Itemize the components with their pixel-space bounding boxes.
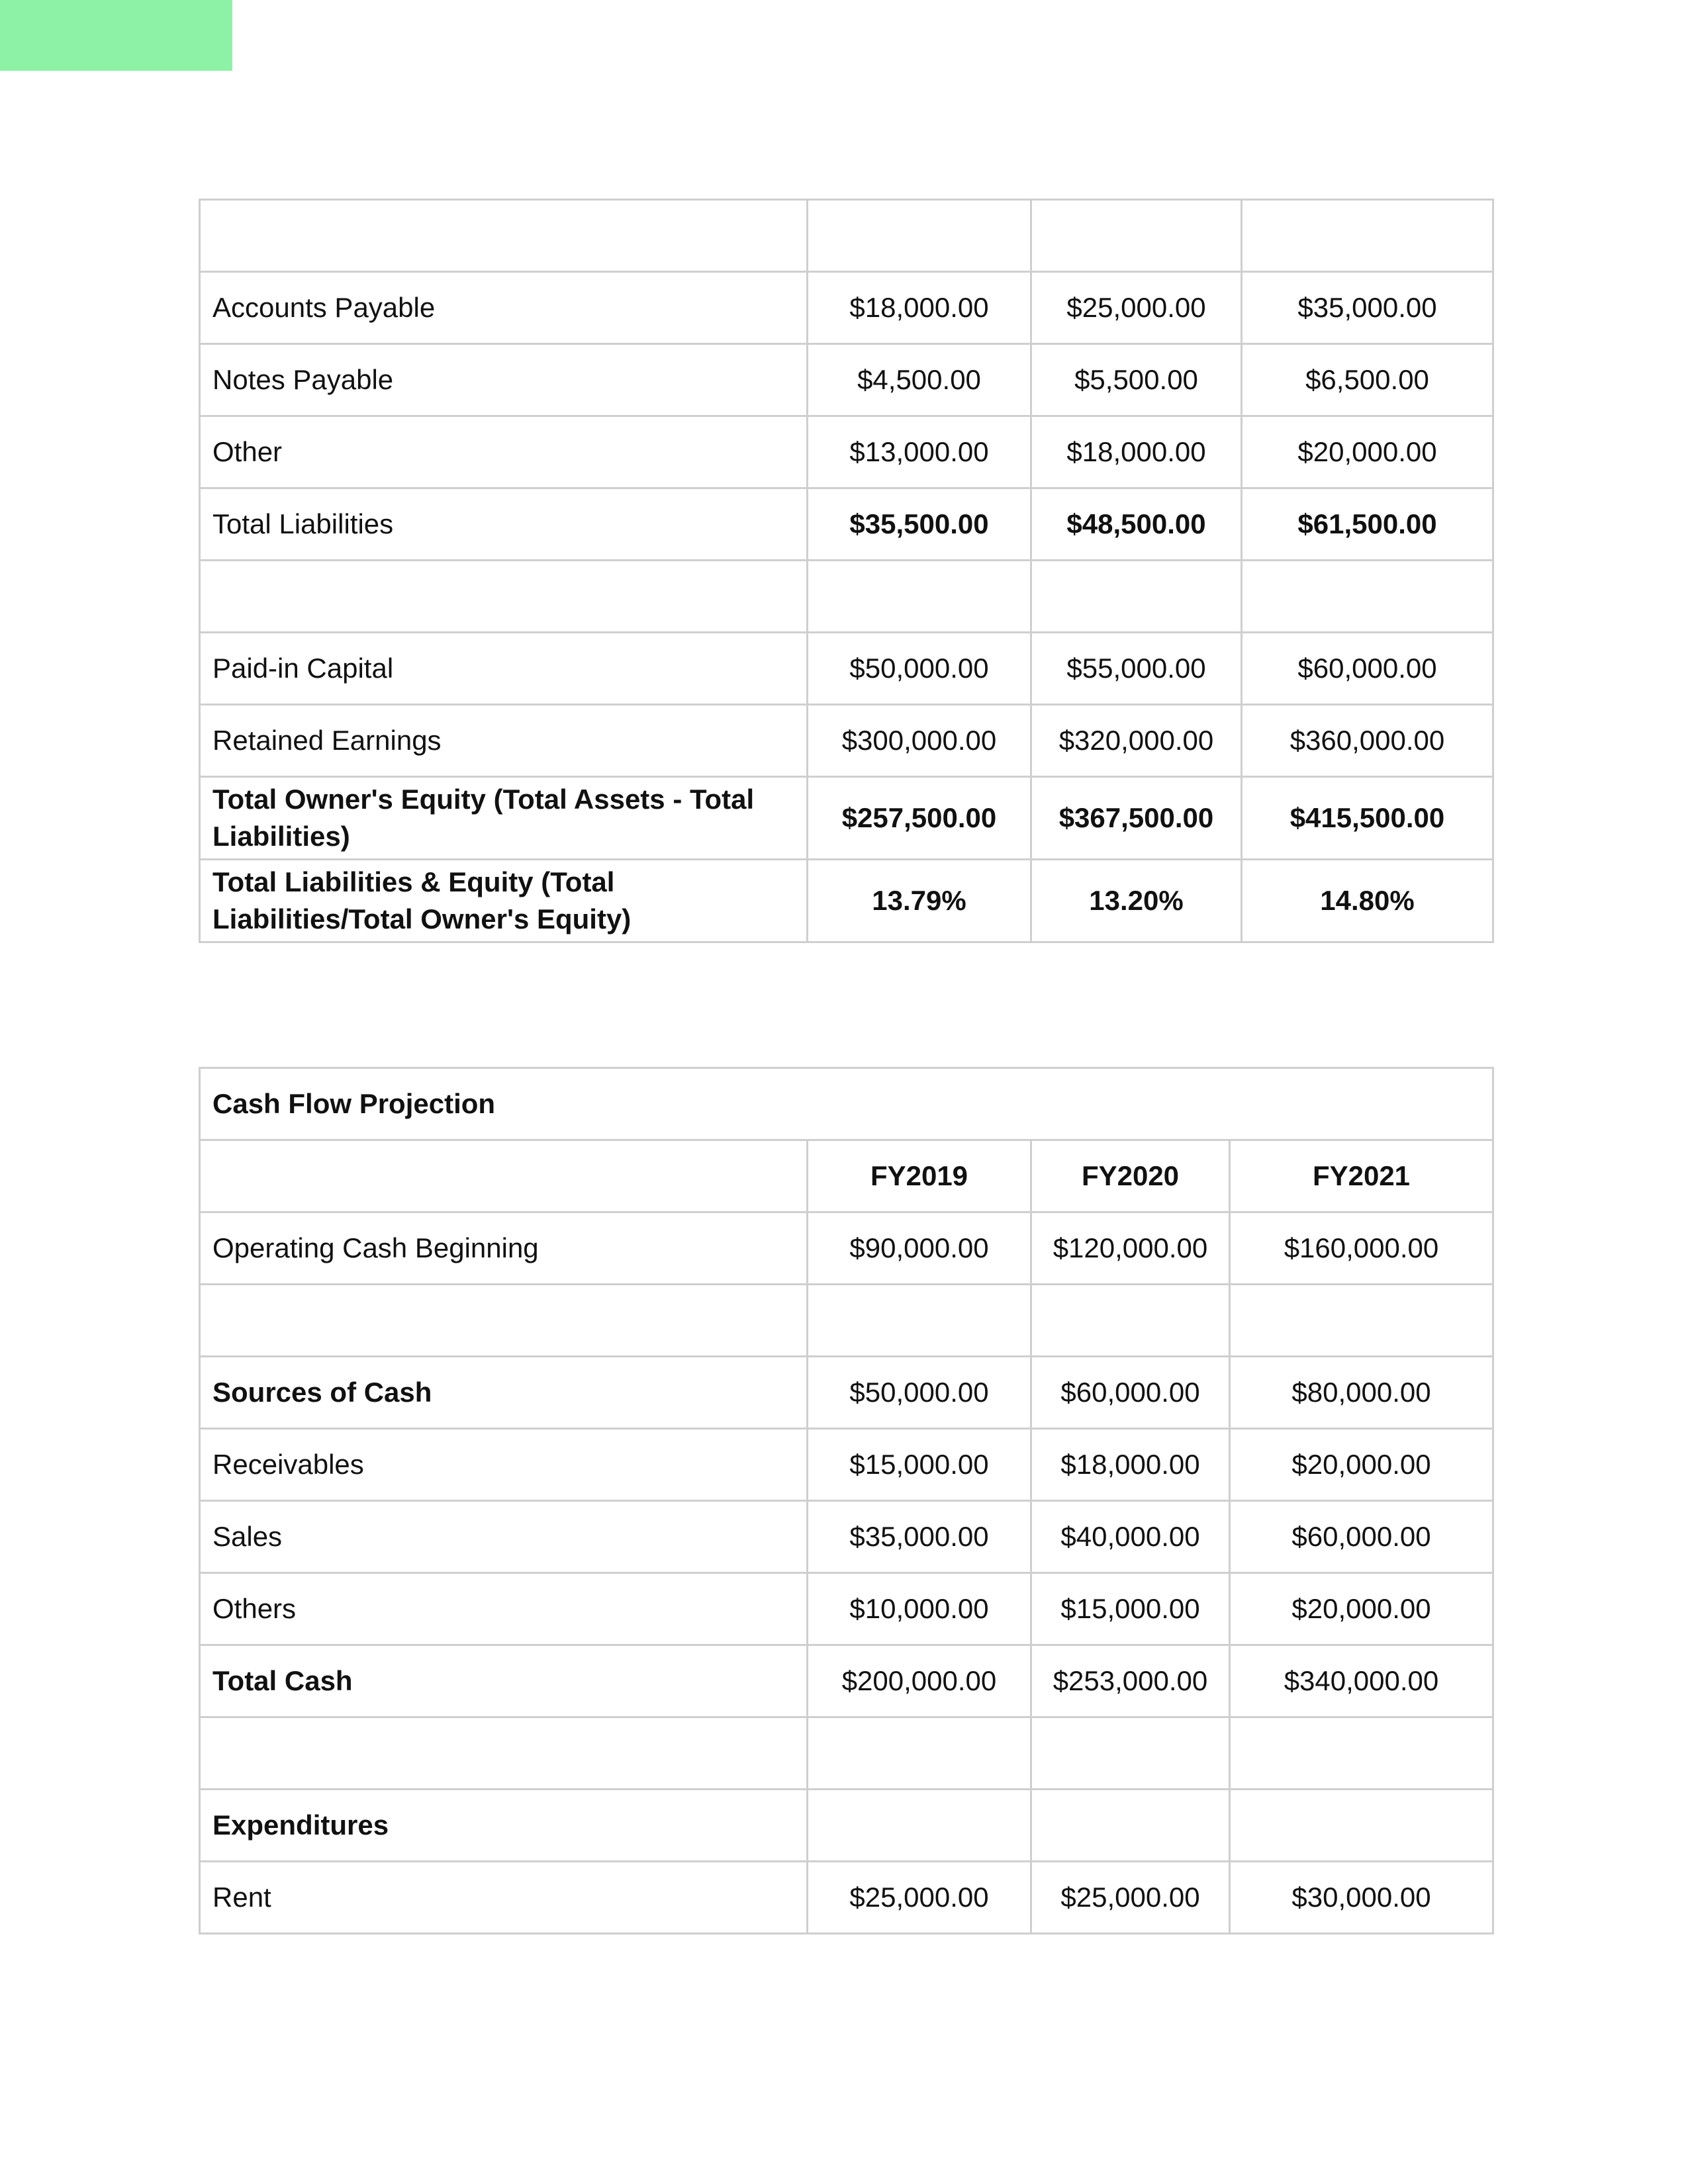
- column-header: [200, 1140, 808, 1212]
- row-label: Other: [200, 416, 808, 488]
- value-cell: [1230, 1717, 1493, 1790]
- table-row: [200, 777, 1493, 860]
- value-cell: [808, 1285, 1031, 1357]
- balance-sheet-table: [199, 199, 1494, 943]
- value-cell: $30,000.00: [1230, 1862, 1493, 1934]
- table-title-row: [200, 1068, 1493, 1140]
- value-cell: $25,000.00: [1031, 1862, 1230, 1934]
- value-cell: $120,000.00: [1031, 1212, 1230, 1285]
- table-row: [200, 488, 1493, 561]
- value-cell: [1242, 561, 1493, 633]
- value-cell: $18,000.00: [1031, 416, 1242, 488]
- row-label: Rent: [200, 1862, 808, 1934]
- row-label: Operating Cash Beginning: [200, 1212, 808, 1285]
- row-label: Total Cash: [200, 1645, 808, 1717]
- value-cell: $48,500.00: [1031, 488, 1242, 561]
- column-header: FY2021: [1230, 1140, 1493, 1212]
- value-cell: [1031, 1285, 1230, 1357]
- row-label: Receivables: [200, 1429, 808, 1501]
- value-cell: $20,000.00: [1230, 1429, 1493, 1501]
- row-label: Retained Earnings: [200, 705, 808, 777]
- value-cell: [1031, 1790, 1230, 1862]
- value-cell: $15,000.00: [808, 1429, 1031, 1501]
- row-label: Others: [200, 1573, 808, 1645]
- table-row: [200, 1357, 1493, 1429]
- value-cell: $367,500.00: [1031, 777, 1242, 860]
- row-label: [200, 561, 808, 633]
- table-header-row: [200, 1140, 1493, 1212]
- value-cell: [808, 200, 1031, 272]
- column-header: FY2020: [1031, 1140, 1230, 1212]
- table-row: [200, 633, 1493, 705]
- value-cell: $257,500.00: [808, 777, 1031, 860]
- table-row: [200, 705, 1493, 777]
- column-header: FY2019: [808, 1140, 1031, 1212]
- value-cell: $60,000.00: [1230, 1501, 1493, 1573]
- row-label: Sources of Cash: [200, 1357, 808, 1429]
- value-cell: [1031, 561, 1242, 633]
- value-cell: $35,500.00: [808, 488, 1031, 561]
- table-row: [200, 272, 1493, 344]
- value-cell: $60,000.00: [1242, 633, 1493, 705]
- value-cell: [808, 561, 1031, 633]
- table-row: [200, 1790, 1493, 1862]
- value-cell: $18,000.00: [808, 272, 1031, 344]
- value-cell: $50,000.00: [808, 633, 1031, 705]
- value-cell: $10,000.00: [808, 1573, 1031, 1645]
- table-row: [200, 1645, 1493, 1717]
- value-cell: $40,000.00: [1031, 1501, 1230, 1573]
- value-cell: 13.20%: [1031, 860, 1242, 942]
- table-row: [200, 1429, 1493, 1501]
- table-row: [200, 416, 1493, 488]
- row-label: Total Liabilities: [200, 488, 808, 561]
- value-cell: $160,000.00: [1230, 1212, 1493, 1285]
- value-cell: $50,000.00: [808, 1357, 1031, 1429]
- value-cell: $5,500.00: [1031, 344, 1242, 416]
- row-label: Expenditures: [200, 1790, 808, 1862]
- corner-color-tab: [0, 0, 232, 71]
- value-cell: $13,000.00: [808, 416, 1031, 488]
- value-cell: [1031, 200, 1242, 272]
- row-label: Total Liabilities & Equity (Total Liabilities/Total Owner's Equity): [200, 860, 808, 942]
- value-cell: $18,000.00: [1031, 1429, 1230, 1501]
- table-row: [200, 561, 1493, 633]
- value-cell: $35,000.00: [808, 1501, 1031, 1573]
- value-cell: $415,500.00: [1242, 777, 1493, 860]
- value-cell: $320,000.00: [1031, 705, 1242, 777]
- value-cell: $90,000.00: [808, 1212, 1031, 1285]
- value-cell: $4,500.00: [808, 344, 1031, 416]
- value-cell: $20,000.00: [1230, 1573, 1493, 1645]
- row-label: Notes Payable: [200, 344, 808, 416]
- table-row: [200, 1285, 1493, 1357]
- value-cell: $25,000.00: [808, 1862, 1031, 1934]
- value-cell: $35,000.00: [1242, 272, 1493, 344]
- value-cell: [1230, 1285, 1493, 1357]
- cash-flow-title: Cash Flow Projection: [200, 1068, 1493, 1140]
- row-label: Sales: [200, 1501, 808, 1573]
- table-row: [200, 1501, 1493, 1573]
- table-row: [200, 860, 1493, 942]
- value-cell: [1242, 200, 1493, 272]
- value-cell: $60,000.00: [1031, 1357, 1230, 1429]
- value-cell: $80,000.00: [1230, 1357, 1493, 1429]
- row-label: Total Owner's Equity (Total Assets - Total Liabilities): [200, 777, 808, 860]
- value-cell: 13.79%: [808, 860, 1031, 942]
- value-cell: $15,000.00: [1031, 1573, 1230, 1645]
- table-row: [200, 1862, 1493, 1934]
- value-cell: $253,000.00: [1031, 1645, 1230, 1717]
- value-cell: [808, 1790, 1031, 1862]
- table-row: [200, 1212, 1493, 1285]
- table-row: [200, 1573, 1493, 1645]
- table-row: [200, 1717, 1493, 1790]
- value-cell: $55,000.00: [1031, 633, 1242, 705]
- value-cell: [1031, 1717, 1230, 1790]
- row-label: [200, 200, 808, 272]
- row-label: [200, 1285, 808, 1357]
- value-cell: $360,000.00: [1242, 705, 1493, 777]
- value-cell: $20,000.00: [1242, 416, 1493, 488]
- value-cell: $200,000.00: [808, 1645, 1031, 1717]
- table-row: [200, 200, 1493, 272]
- cash-flow-table: [199, 1067, 1494, 1934]
- value-cell: $340,000.00: [1230, 1645, 1493, 1717]
- value-cell: 14.80%: [1242, 860, 1493, 942]
- value-cell: [1230, 1790, 1493, 1862]
- value-cell: $25,000.00: [1031, 272, 1242, 344]
- value-cell: $61,500.00: [1242, 488, 1493, 561]
- row-label: Paid-in Capital: [200, 633, 808, 705]
- value-cell: $6,500.00: [1242, 344, 1493, 416]
- row-label: Accounts Payable: [200, 272, 808, 344]
- value-cell: [808, 1717, 1031, 1790]
- value-cell: $300,000.00: [808, 705, 1031, 777]
- table-row: [200, 344, 1493, 416]
- row-label: [200, 1717, 808, 1790]
